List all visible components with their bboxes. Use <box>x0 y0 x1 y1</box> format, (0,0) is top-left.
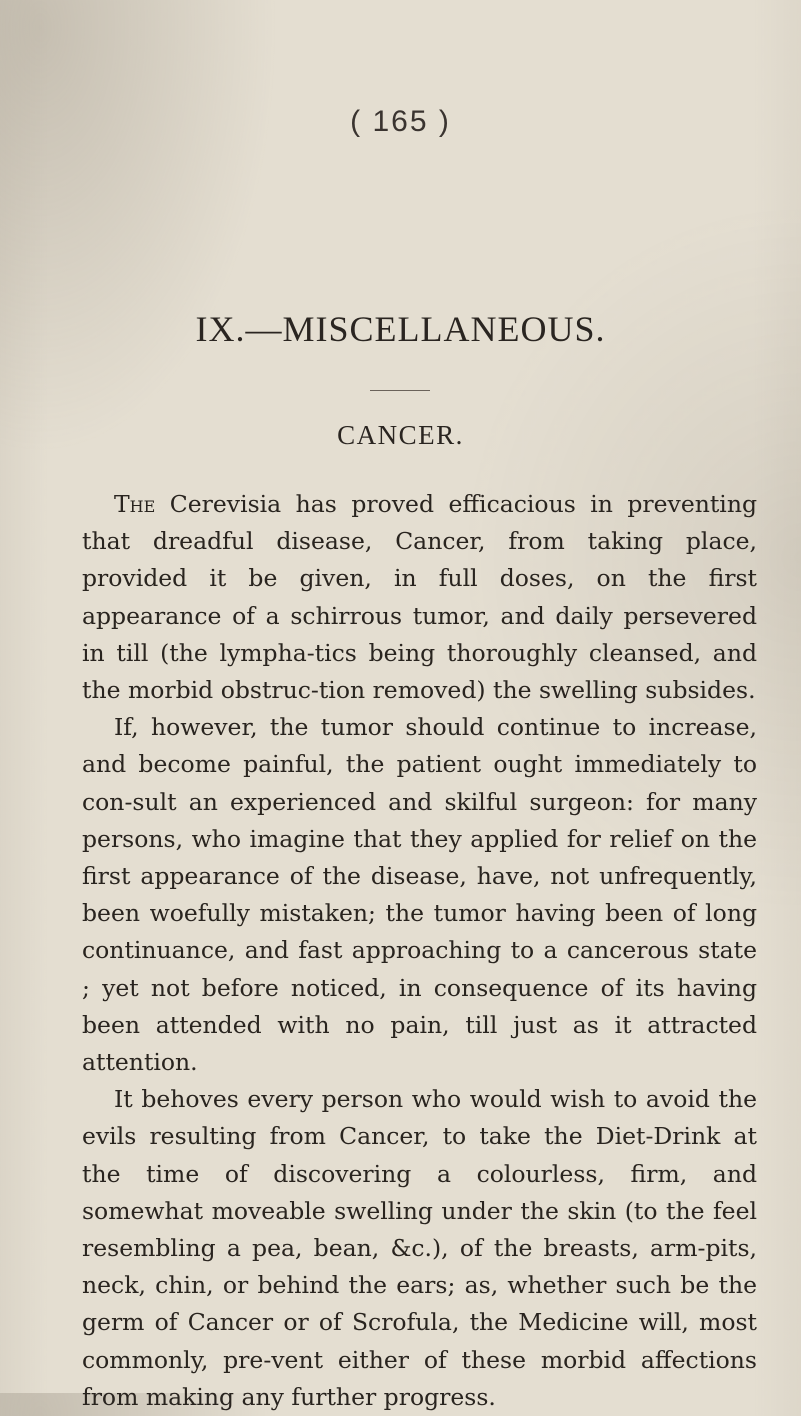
page-number: ( 165 ) <box>350 105 451 138</box>
body-text <box>82 486 757 1416</box>
section-heading: IX.—MISCELLANEOUS. <box>195 309 606 349</box>
paragraph-2 <box>82 709 757 1081</box>
paragraph-text: If, however, the tumor should continue to increase, and become painful, the patient ought immediately to con-sult an experienced and skilful surgeon: for many persons, who imagine that they applied for relief on the first appearance of the disease, have, not unfrequently, been woefully mistaken; the tumor having been of long continuance, and fast approaching to a cancerous state ; yet not before noticed, in consequence of its having been attended with no pain, till just as it attracted attention. <box>82 713 757 1077</box>
paragraph-lead: The <box>114 490 156 518</box>
article-title: CANCER. <box>337 420 464 450</box>
divider-rule <box>370 390 430 391</box>
paragraph-1 <box>82 486 757 709</box>
paragraph-text: It behoves every person who would wish to avoid the evils resulting from Cancer, to take the Diet-Drink at the time of discovering a colourless, firm, and somewhat moveable swelling under the skin (to the feel resembling a pea, bean, &c.), of the breasts, arm-pits, neck, chin, or behind the ears; as, whether such be the germ of Cancer or of Scrofula, the Medicine will, most commonly, pre-vent either of these morbid affections from making any further progress. <box>82 1085 757 1411</box>
paragraph-text: Cerevisia has proved efficacious in preventing that dreadful disease, Cancer, from taking place, provided it be given, in full doses, on the first appearance of a schirrous tumor, and daily persevered in till (the lympha-tics being thoroughly cleansed, and the morbid obstruc-tion removed) the swelling subsides. <box>82 490 757 705</box>
paragraph-3 <box>82 1081 757 1416</box>
